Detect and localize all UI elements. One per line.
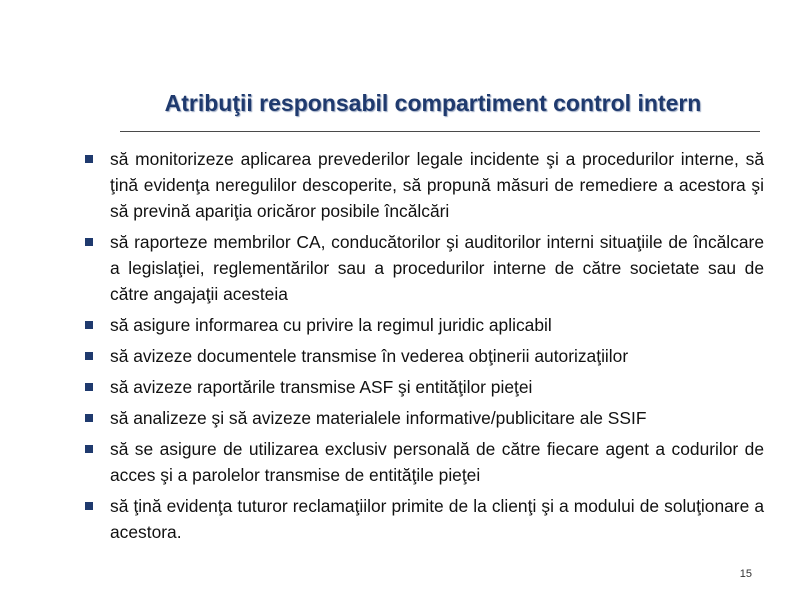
page-number: 15 (739, 568, 752, 580)
square-bullet-icon (85, 445, 93, 453)
square-bullet-icon (85, 414, 93, 422)
square-bullet-icon (85, 155, 93, 163)
bullet-item (82, 493, 764, 545)
bullet-item (82, 312, 764, 338)
bullet-item (82, 229, 764, 307)
bullet-text: să asigure informarea cu privire la regimul juridic aplicabil (110, 315, 552, 335)
bullet-item (82, 374, 764, 400)
bullet-text: să avizeze documentele transmise în vederea obţinerii autorizaţiilor (110, 346, 629, 366)
bullet-text: să analizeze şi să avizeze materialele informative/publicitare ale SSIF (110, 408, 647, 428)
bullet-item (82, 436, 764, 488)
bullet-item (82, 343, 764, 369)
bullet-text: să raporteze membrilor CA, conducătorilor şi auditorilor interni situaţiile de încălcare a legislaţiei, reglementărilor sau a procedurilor interne de către societate sau de către angajaţii acesteia (110, 232, 764, 304)
title-divider (120, 131, 760, 132)
bullet-list (82, 146, 764, 550)
square-bullet-icon (85, 321, 93, 329)
bullet-item (82, 146, 764, 224)
square-bullet-icon (85, 352, 93, 360)
square-bullet-icon (85, 238, 93, 246)
bullet-text: să monitorizeze aplicarea prevederilor legale incidente şi a procedurilor interne, să ţină evidenţa neregulilor descoperite, să propună măsuri de remediere a acestora şi să prevină apariţia oricăror posibile încălcări (110, 149, 764, 221)
square-bullet-icon (85, 502, 93, 510)
square-bullet-icon (85, 383, 93, 391)
bullet-text: să se asigure de utilizarea exclusiv personală de către fiecare agent a codurilor de acces şi a parolelor transmise de entităţile pieţei (110, 439, 764, 485)
bullet-text: să ţină evidenţa tuturor reclamaţiilor primite de la clienţi şi a modului de soluţionare a acestora. (110, 496, 764, 542)
bullet-item (82, 405, 764, 431)
bullet-text: să avizeze raportările transmise ASF şi entităţilor pieţei (110, 377, 533, 397)
slide-title: Atribuţii responsabil compartiment control intern (164, 90, 702, 116)
